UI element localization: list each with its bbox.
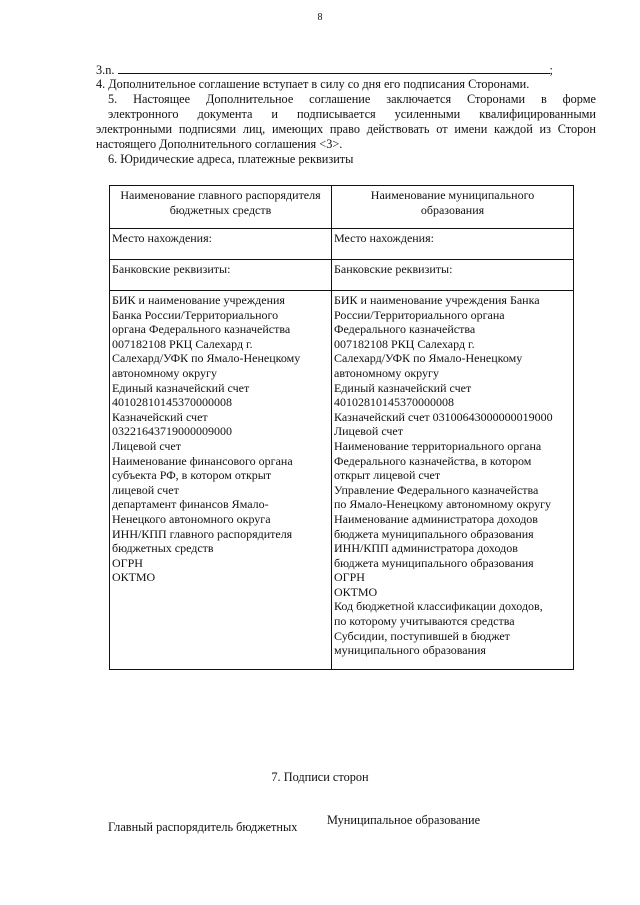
bank-left-cell: Банковские реквизиты:: [110, 260, 332, 291]
clause-5-line: электронными подписями лиц, имеющих право действовать от имени каждой из Сторон: [96, 122, 596, 136]
detail-line: БИК и наименование учреждения Банка: [334, 293, 540, 307]
detail-line: ИНН/КПП администратора доходов: [334, 541, 518, 556]
detail-line: бюджета муниципального образования: [334, 555, 534, 570]
detail-line: ОКТМО: [334, 584, 378, 599]
detail-line: субъекта РФ, в котором открыт: [112, 468, 272, 483]
detail-line: Управление Федерального казначейства: [334, 482, 539, 497]
detail-line: 03221643719000009000: [112, 424, 232, 439]
detail-line: лицевой счет: [112, 482, 179, 497]
detail-line: 007182108 РКЦ Салехард г.: [334, 336, 475, 351]
detail-line: Казначейский счет 03100643000000019000: [334, 409, 553, 424]
clause-5-line: 5. Настоящее Дополнительное соглашение заключается Сторонами в форме: [108, 92, 596, 106]
table-row-bank: [110, 260, 574, 291]
signatures-title: 7. Подписи сторон: [271, 770, 369, 784]
header-left-cell: [110, 186, 332, 229]
clause-3-fill-line: [118, 62, 550, 74]
clause-3-label: 3.n.: [96, 63, 115, 77]
detail-line: Федерального казначейства: [334, 322, 476, 337]
detail-line: Казначейский счет: [112, 409, 208, 424]
detail-line: ОКТМО: [112, 570, 156, 585]
signature-left-label: Главный распорядитель бюджетных: [108, 820, 298, 834]
header-right-cell: [332, 186, 574, 229]
detail-line: 40102810145370000008: [112, 395, 232, 410]
detail-line: ОГРН: [112, 555, 143, 570]
detail-line: ИНН/КПП главного распорядителя: [112, 526, 293, 541]
page-number: 8: [317, 12, 323, 23]
detail-line: бюджетных средств: [112, 541, 214, 556]
header-left-line: Наименование главного распорядителя: [120, 188, 321, 202]
details-right-cell: [332, 291, 574, 670]
detail-line: органа Федерального казначейства: [112, 322, 291, 337]
clause-5: [96, 92, 596, 152]
detail-line: Салехард/УФК по Ямало-Ненецкому: [112, 351, 301, 366]
clause-5-last-line: настоящего Дополнительного соглашения <3>.: [96, 137, 343, 151]
detail-line: Наименование финансового органа: [112, 453, 293, 468]
header-right-line: Наименование муниципального: [370, 188, 535, 202]
detail-line: Наименование администратора доходов: [334, 511, 538, 526]
detail-line: автономному округу: [112, 365, 217, 380]
location-right-cell: Место нахождения:: [332, 229, 574, 260]
header-right-line: образования: [420, 202, 485, 217]
detail-line: по которому учитываются средства: [334, 614, 515, 629]
table-row-details: [110, 291, 574, 670]
detail-line: муниципального образования: [334, 643, 486, 658]
requisites-table: [109, 185, 574, 670]
detail-line: по Ямало-Ненецкому автономному округу: [334, 497, 552, 512]
detail-line: Наименование территориального органа: [334, 438, 542, 453]
table-row-location: [110, 229, 574, 260]
detail-line: Салехард/УФК по Ямало-Ненецкому: [334, 351, 523, 366]
table-row-header: [110, 186, 574, 229]
header-left-line: бюджетных средств: [169, 202, 272, 217]
bank-right-cell: Банковские реквизиты:: [332, 260, 574, 291]
detail-line: бюджета муниципального образования: [334, 526, 534, 541]
detail-line: Код бюджетной классификации доходов,: [334, 599, 543, 614]
detail-line: 007182108 РКЦ Салехард г.: [112, 336, 253, 351]
clause-5-line: электронного документа и подписывается усиленными квалифицированными: [108, 107, 596, 121]
clause-6: 6. Юридические адреса, платежные реквизиты: [108, 152, 354, 166]
detail-line: открыт лицевой счет: [334, 468, 441, 483]
signature-right-label: Муниципальное образование: [327, 813, 481, 827]
detail-line: департамент финансов Ямало-: [112, 497, 269, 512]
detail-line: Банка России/Территориального: [112, 307, 279, 322]
detail-line: Федерального казначейства, в котором: [334, 453, 532, 468]
clause-3-suffix: ;: [549, 63, 553, 77]
details-left-cell: [110, 291, 332, 670]
location-left-cell: Место нахождения:: [110, 229, 332, 260]
clause-4: 4. Дополнительное соглашение вступает в силу со дня его подписания Сторонами.: [96, 77, 530, 91]
detail-line: Субсидии, поступившей в бюджет: [334, 628, 510, 643]
detail-line: БИК и наименование учреждения: [112, 293, 285, 307]
detail-line: России/Территориального органа: [334, 307, 505, 322]
detail-line: Лицевой счет: [334, 424, 404, 439]
detail-line: Лицевой счет: [112, 438, 182, 453]
detail-line: Единый казначейский счет: [334, 380, 472, 395]
clause-3: [96, 62, 596, 78]
detail-line: 40102810145370000008: [334, 395, 454, 410]
detail-line: Единый казначейский счет: [112, 380, 250, 395]
detail-line: Ненецкого автономного округа: [112, 511, 271, 526]
detail-line: ОГРН: [334, 570, 365, 585]
detail-line: автономному округу: [334, 365, 439, 380]
